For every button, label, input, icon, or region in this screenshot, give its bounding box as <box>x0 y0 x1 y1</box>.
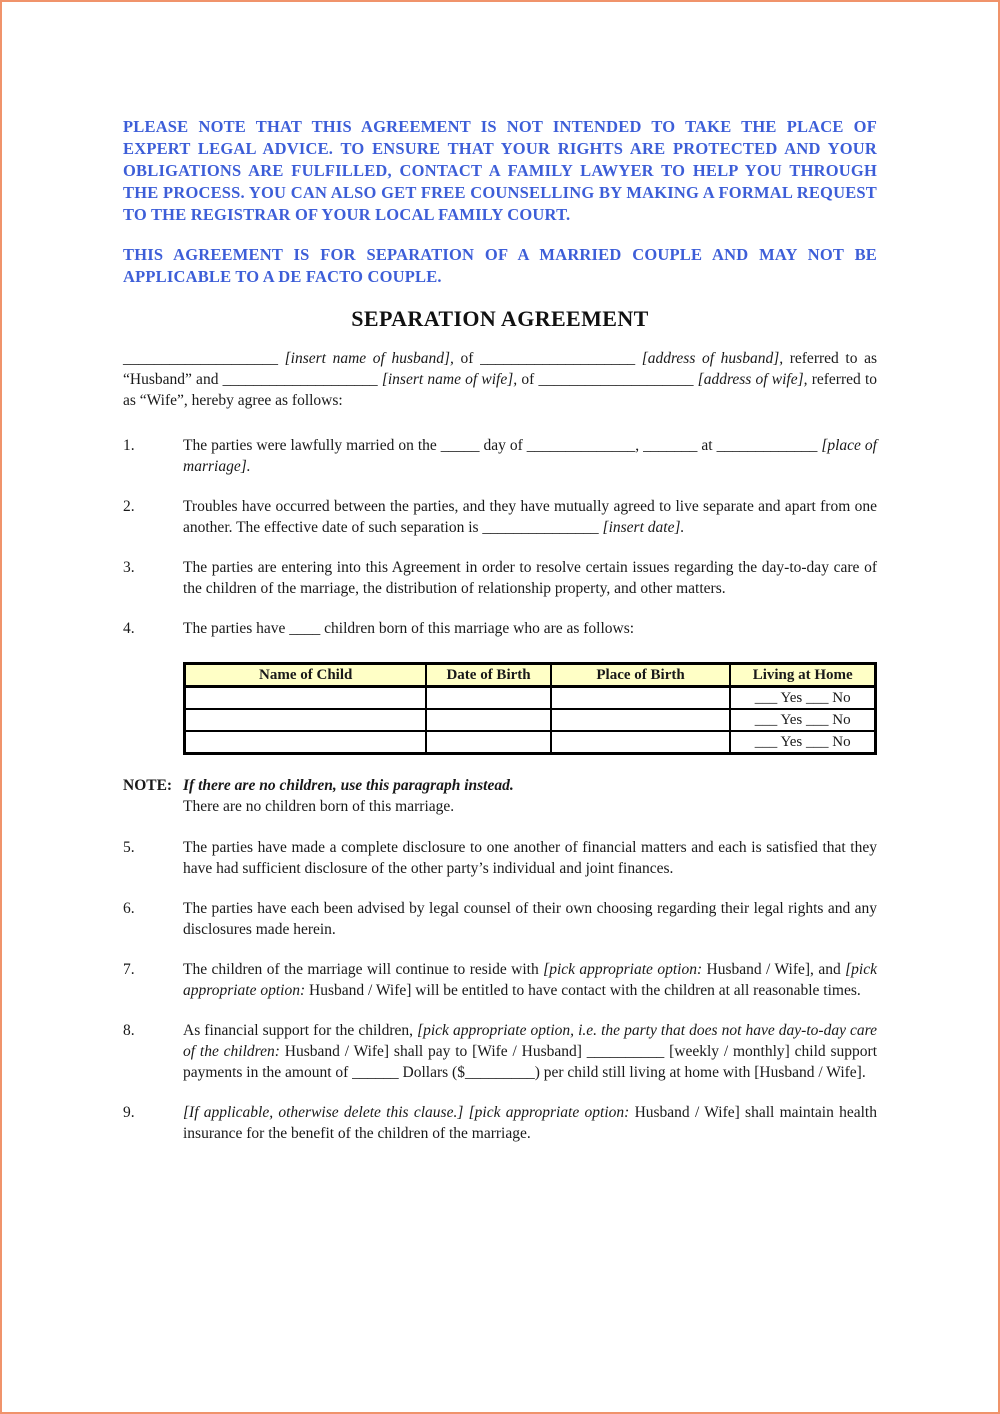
table-row <box>185 687 876 710</box>
intro-paragraph: ____________________ [insert name of husband], of ____________________ [address of husband], referred to as “Husband” and ____________________ [insert name of wife], of ____________________ [address of wife], referred to as “Wife”, hereby agree as follows: <box>123 350 878 409</box>
living-at-home-cell: ___ Yes ___ No <box>730 709 875 731</box>
clause-text: As financial support for the children, [pick appropriate option, i.e. the party that does not have day-to-day care of the children: Husband / Wife] shall pay to [Wife / Husband] __________ [weekly / monthly] child support payments in the amount of ______ Dollars ($_________) per child still living at home with [Husband / Wife]. <box>183 1022 877 1081</box>
clause-item <box>123 618 877 639</box>
clause-list-1 <box>123 435 877 639</box>
clause-number: 4. <box>123 620 135 637</box>
children-table <box>183 662 877 755</box>
clause-item <box>123 1020 877 1083</box>
table-cell <box>426 731 550 754</box>
note-label: NOTE: <box>123 777 173 794</box>
document-title: SEPARATION AGREEMENT <box>351 306 649 331</box>
table-header-cell: Living at Home <box>730 664 875 687</box>
clause-number: 7. <box>123 961 135 978</box>
table-row <box>185 709 876 731</box>
table-header-cell: Date of Birth <box>426 664 550 687</box>
clause-item <box>123 959 877 1001</box>
clause-item <box>123 435 877 477</box>
table-header-row <box>185 664 876 687</box>
children-table-wrap <box>183 662 877 755</box>
clause-item <box>123 898 877 940</box>
table-header-cell: Place of Birth <box>551 664 731 687</box>
clause-text: The parties are entering into this Agreement in order to resolve certain issues regarding the day-to-day care of the children of the marriage, the distribution of relationship property, and other matters. <box>183 559 877 597</box>
clause-text: Troubles have occurred between the parties, and they have mutually agreed to live separate and apart from one another. The effective date of such separation is _______________ [insert date]. <box>183 498 877 536</box>
table-cell <box>551 731 731 754</box>
clause-number: 5. <box>123 839 135 856</box>
clause-item <box>123 837 877 879</box>
clause-text: The parties have ____ children born of this marriage who are as follows: <box>183 620 635 637</box>
clause-item <box>123 1102 877 1144</box>
living-at-home-cell: ___ Yes ___ No <box>730 687 875 710</box>
clause-number: 1. <box>123 437 135 454</box>
table-cell <box>551 709 731 731</box>
note-body: There are no children born of this marriage. <box>183 798 455 815</box>
clause-text: The parties have made a complete disclosure to one another of financial matters and each is satisfied that they have had sufficient disclosure of the other party’s individual and joint finances. <box>183 839 877 877</box>
table-header-cell: Name of Child <box>185 664 427 687</box>
table-cell <box>185 709 427 731</box>
note-block <box>123 775 877 817</box>
clause-list-2 <box>123 837 877 1144</box>
note-instruction: If there are no children, use this paragraph instead. <box>183 777 514 794</box>
clause-text: The parties have each been advised by legal counsel of their own choosing regarding their legal rights and any disclosures made herein. <box>183 900 877 938</box>
table-cell <box>426 687 550 710</box>
table-body <box>185 687 876 754</box>
clause-number: 2. <box>123 498 135 515</box>
clause-text: The parties were lawfully married on the _____ day of ______________, _______ at _____________ [place of marriage]. <box>183 437 877 475</box>
table-cell <box>426 709 550 731</box>
clause-number: 3. <box>123 559 135 576</box>
clause-number: 6. <box>123 900 135 917</box>
clause-item <box>123 557 877 599</box>
table-cell <box>551 687 731 710</box>
clause-text: [If applicable, otherwise delete this clause.] [pick appropriate option: Husband / Wife] shall maintain health insurance for the benefit of the children of the marriage. <box>183 1104 877 1142</box>
clause-item <box>123 496 877 538</box>
clause-number: 9. <box>123 1104 135 1121</box>
clause-number: 8. <box>123 1022 135 1039</box>
table-cell <box>185 731 427 754</box>
legal-notice-paragraph: PLEASE NOTE THAT THIS AGREEMENT IS NOT INTENDED TO TAKE THE PLACE OF EXPERT LEGAL ADVICE. TO ENSURE THAT YOUR RIGHTS ARE PROTECTED AND YOUR OBLIGATIONS ARE FULFILLED, CONTACT A FAMILY LAWYER TO HELP YOU THROUGH THE PROCESS. YOU CAN ALSO GET FREE COUNSELLING BY MAKING A FORMAL REQUEST TO THE REGISTRAR OF YOUR LOCAL FAMILY COURT. <box>123 117 877 224</box>
table-row <box>185 731 876 754</box>
table-cell <box>185 687 427 710</box>
clause-text: The children of the marriage will continue to reside with [pick appropriate option: Husband / Wife], and [pick appropriate option: Husband / Wife] will be entitled to have contact with the children at all reasonable times. <box>183 961 877 999</box>
living-at-home-cell: ___ Yes ___ No <box>730 731 875 754</box>
defacto-notice-paragraph: THIS AGREEMENT IS FOR SEPARATION OF A MARRIED COUPLE AND MAY NOT BE APPLICABLE TO A DE FACTO COUPLE. <box>123 245 877 286</box>
